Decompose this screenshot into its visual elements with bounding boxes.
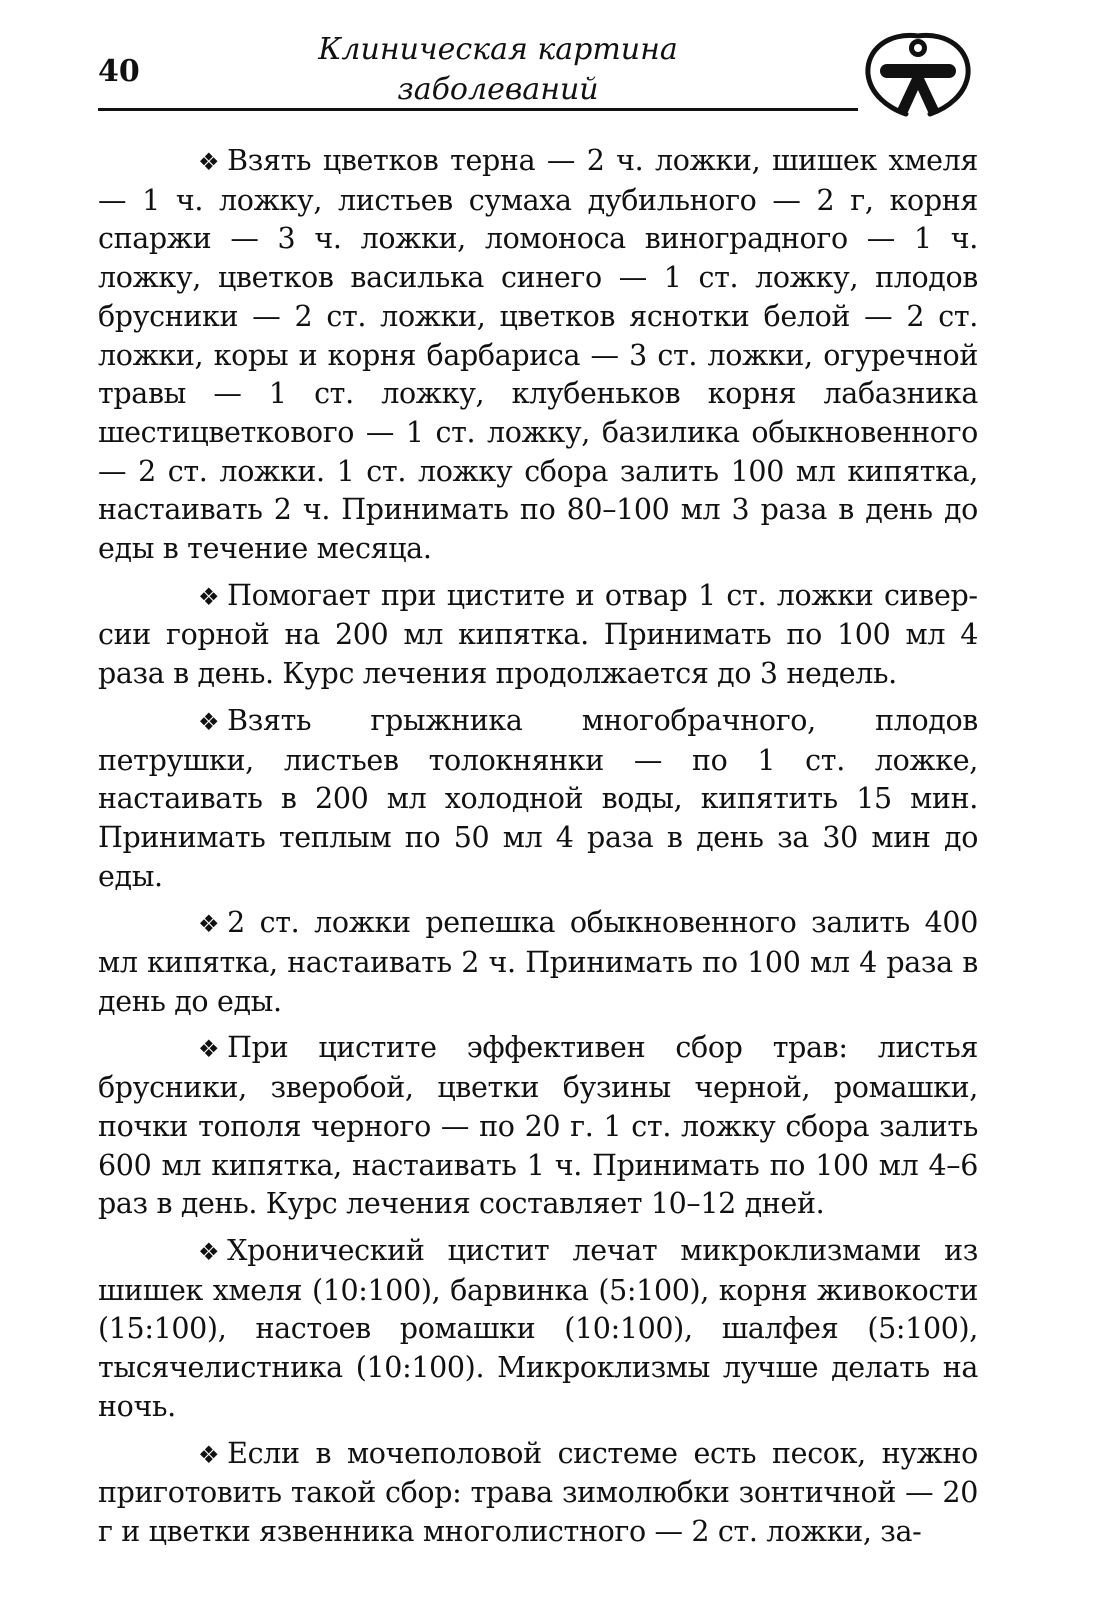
diamond-bullet-icon: ❖ <box>198 148 220 176</box>
header-rule <box>98 108 858 111</box>
recipe-paragraph-2 <box>98 577 978 694</box>
diamond-bullet-icon: ❖ <box>198 707 220 736</box>
recipe-paragraph-4 <box>98 904 978 1021</box>
paragraph-text: Если в мочеполовой системе есть песок, нужно приготовить такой сбор: трава зимолюбки зонтичной — 20 г и цветки язвенника многолистного — 2 ст. ложки, за- <box>98 1436 978 1548</box>
paragraph-text: Взять цветков терна — 2 ч. ложки, шишек хмеля — 1 ч. ложку, листьев сумаха дубильного — 2 г, корня спаржи — 3 ч. ложки, ломоноса виноградного — 1 ч. ложку, цветков василька синего — 1 ст. ложку, плодов брусники — 2 ст. ложки, цветков яснотки белой — 2 ст. ложки, коры и корня барбариса — 3 ст. ложки, огуречной травы — 1 ст. ложку, клубеньков корня лабазника шестицветкового — 1 ст. ложку, базилика обыкновенного — 2 ст. ложки. 1 ст. ложку сбора залить 100 мл кипятка, настаивать 2 ч. Принимать по 80–100 мл 3 раза в день до еды в течение месяца. <box>98 144 978 566</box>
page-number: 40 <box>98 54 140 89</box>
running-title-line-1: Клиническая картина <box>318 32 678 67</box>
recipe-paragraph-6 <box>98 1232 978 1427</box>
running-title-line-2: заболеваний <box>397 72 599 107</box>
diamond-bullet-icon: ❖ <box>198 1237 220 1266</box>
recipe-paragraph-5 <box>98 1029 978 1224</box>
recipe-paragraph-1 <box>98 142 978 569</box>
recipe-paragraph-7 <box>98 1435 978 1552</box>
article-body <box>98 142 978 1560</box>
diamond-bullet-icon: ❖ <box>198 1440 220 1469</box>
paragraph-text: Взять грыжника многобрачного, плодов петрушки, листьев толокнянки — по 1 ст. ложке, настаивать в 200 мл холодной воды, кипятить 15 мин. Принимать теплым по 50 мл 4 раза в день за 30 мин до еды. <box>98 703 978 893</box>
paragraph-text: Помогает при цистите и отвар 1 ст. ложки сиверсии горной на 200 мл кипятка. Принимать по 100 мл 4 раза в день. Курс лечения продолжается до 3 недель. <box>98 578 978 691</box>
diamond-bullet-icon: ❖ <box>198 910 220 939</box>
paragraph-text: Хронический цистит лечат микроклизмами из шишек хмеля (10:100), барвинка (5:100), корня живокости (15:100), настоев ромашки (10:100), шалфея (5:100), тысячелистника (10:100). Микроклизмы лучше делать на ночь. <box>98 1233 978 1423</box>
paragraph-text: 2 ст. ложки репешка обыкновенного залить 400 мл кипятка, настаивать 2 ч. Принимать по 100 мл 4 раза в день до еды. <box>98 906 978 1018</box>
recipe-paragraph-3 <box>98 702 978 897</box>
human-figure-emblem-icon <box>858 28 978 120</box>
running-title <box>298 30 698 110</box>
diamond-bullet-icon: ❖ <box>198 1035 220 1064</box>
page-header <box>98 28 988 120</box>
paragraph-text: При цистите эффективен сбор трав: листья брусники, зверобой, цветки бузины черной, ромашки, почки тополя черного — по 20 г. 1 ст. ложку сбора залить 600 мл кипятка, настаивать 1 ч. Принимать по 100 мл 4–6 раз в день. Курс лечения составляет 10–12 дней. <box>98 1031 978 1221</box>
diamond-bullet-icon: ❖ <box>198 582 220 611</box>
